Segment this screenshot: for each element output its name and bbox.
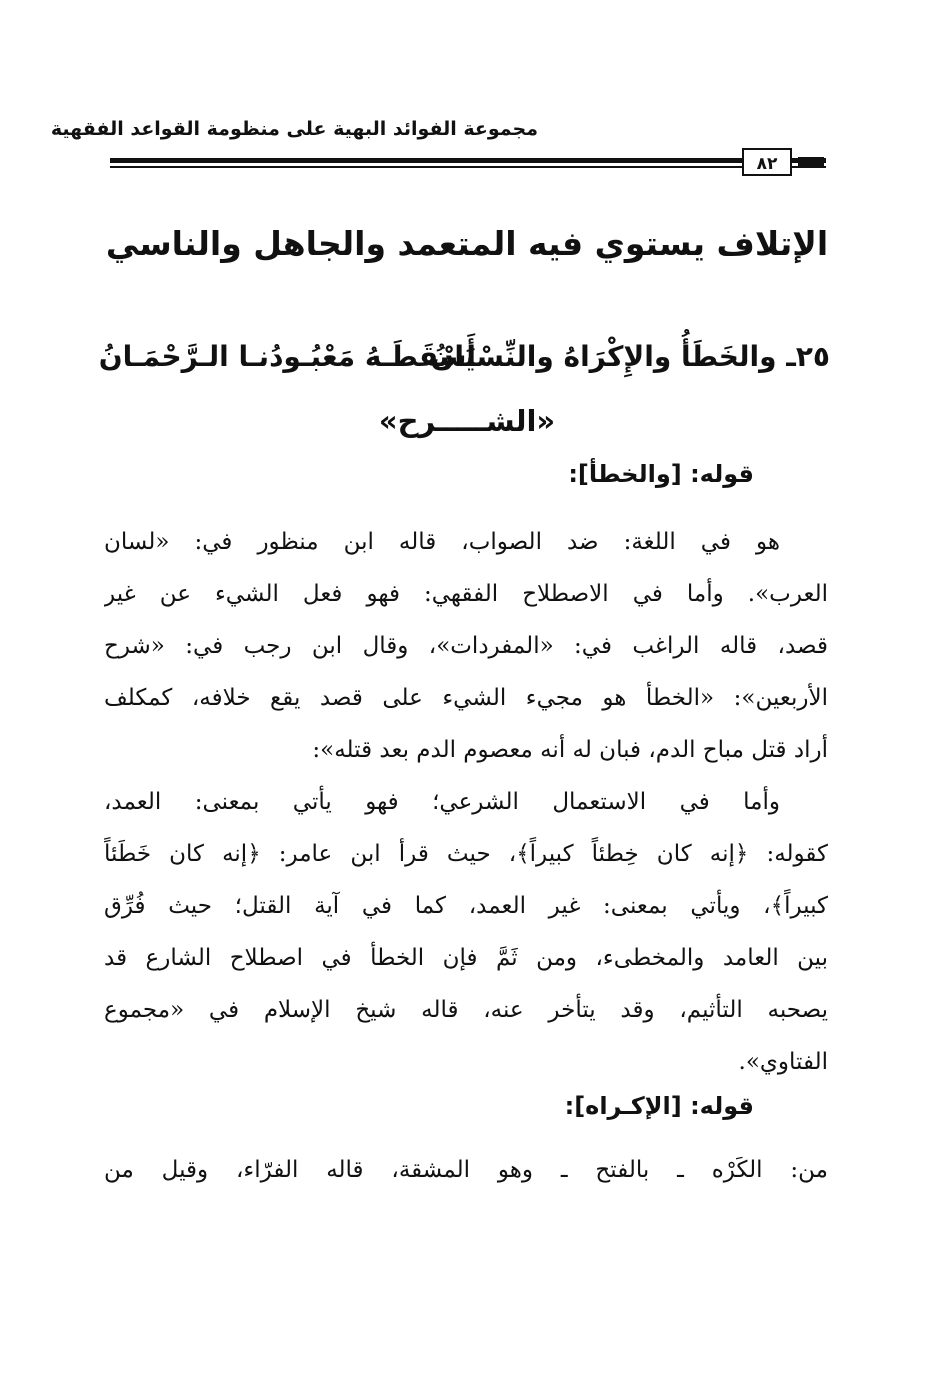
text-line: الأربعين»: «الخطأ هو مجيء الشيء على قصد يقع خلافه، كمكلف	[104, 685, 828, 711]
text-line: أراد قتل مباح الدم، فبان له أنه معصوم الدم بعد قتله»:	[312, 737, 828, 763]
text-line: قصد، قاله الراغب في: «المفردات»، وقال ابن رجب في: «شرح	[104, 633, 828, 659]
text-line: يصحبه التأثيم، وقد يتأخر عنه، قاله شيخ الإسلام في «مجموع	[104, 997, 828, 1023]
sharh-heading: «الشـــــرح»	[378, 404, 556, 438]
text-line: الفتاوي».	[738, 1049, 828, 1075]
text-line: العرب». وأما في الاصطلاح الفقهي: فهو فعل الشيء عن غير	[104, 581, 828, 607]
header-rule-thin	[110, 166, 826, 168]
text-line: كقوله: ﴿إنه كان خِطئاً كبيراً﴾، حيث قرأ ابن عامر: ﴿إنه كان خَطَئاً	[104, 841, 828, 867]
section-heading-ikrah: قوله: [الإكـراه]:	[564, 1092, 754, 1120]
text-line: وأما في الاستعمال الشرعي؛ فهو يأتي بمعنى: العمد،	[104, 789, 780, 815]
text-line: كبيراً﴾، ويأتي بمعنى: غير العمد، كما في آية القتل؛ حيث فُرِّق	[104, 893, 828, 919]
chapter-title: الإتلاف يستوي فيه المتعمد والجاهل والناسي	[105, 224, 829, 263]
paragraph-khata-shari	[104, 776, 828, 1088]
text-line: بين العامد والمخطىء، ومن ثَمَّ فإن الخطأ في اصطلاح الشارع قد	[104, 945, 828, 971]
page-number: ٨٢	[742, 148, 792, 176]
text-line: من: الكَرْه ـ بالفتح ـ وهو المشقة، قاله الفرّاء، وقيل من	[104, 1157, 828, 1183]
verse-line	[98, 340, 830, 373]
verse-second-hemistich: أَسْقَطَـهُ مَعْبُـودُنـا الـرَّحْمَـانُ	[98, 340, 476, 373]
text-line: هو في اللغة: ضد الصواب، قاله ابن منظور في: «لسان	[104, 529, 780, 555]
running-title: مجموعة الفوائد البهية على منظومة القواعد الفقهية	[50, 118, 538, 140]
section-heading-khata: قوله: [والخطأ]:	[568, 460, 754, 488]
header-rule-thick	[110, 158, 826, 163]
paragraph-khata-definition	[104, 516, 828, 776]
verse-number: ٢٥ـ	[786, 340, 830, 373]
paragraph-ikrah-definition	[104, 1144, 828, 1196]
verse-first-hemistich	[431, 340, 830, 373]
page-number-ornament	[798, 157, 824, 166]
verse-part-a-text: والخَطَأُ والإِكْرَاهُ والنِّسْيَانُ	[430, 340, 777, 373]
